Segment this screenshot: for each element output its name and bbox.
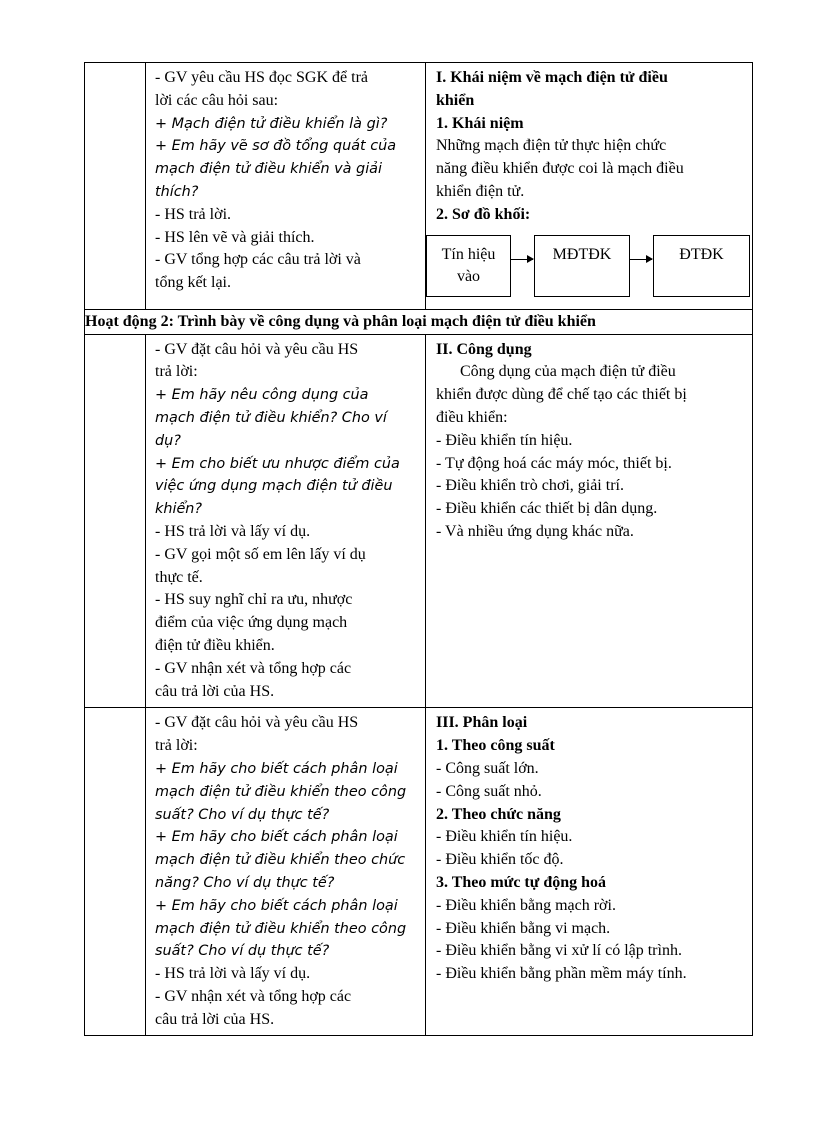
content-lines xyxy=(436,67,748,227)
text-line: + Em hãy cho biết cách phân loại xyxy=(155,897,398,914)
text-line: điều khiển: xyxy=(436,408,508,426)
text-line: việc ứng dụng mạch điện tử điều xyxy=(155,478,393,495)
text-line: mạch điện tử điều khiển? Cho ví xyxy=(155,409,387,426)
text-line: - Công suất nhỏ. xyxy=(436,782,542,800)
content-cell xyxy=(426,334,753,708)
text-line: 3. Theo mức tự động hoá xyxy=(436,873,607,891)
text-line: 2. Theo chức năng xyxy=(436,805,561,823)
text-line: - Và nhiều ứng dụng khác nữa. xyxy=(436,522,634,540)
empty-cell xyxy=(85,63,146,310)
text-line: + Mạch điện tử điều khiển là gì? xyxy=(155,115,388,132)
text-line: - Điều khiển bằng vi mạch. xyxy=(436,919,611,937)
text-line: - Tự động hoá các máy móc, thiết bị. xyxy=(436,454,672,472)
text-line: điện tử điều khiển. xyxy=(155,636,275,654)
text-line: mạch điện tử điều khiển theo chức xyxy=(155,852,406,869)
text-line: - GV tổng hợp các câu trả lời và xyxy=(155,251,361,269)
text-line: tổng kết lại. xyxy=(155,274,231,292)
teacher-activity-cell xyxy=(146,63,426,310)
lesson-table xyxy=(84,62,753,1036)
block-diagram xyxy=(426,235,748,305)
text-line: II. Công dụng xyxy=(436,340,532,358)
text-line: - HS trả lời. xyxy=(155,205,232,223)
text-line: + Em hãy nêu công dụng của xyxy=(155,387,369,404)
diagram-block-input-line2: vào xyxy=(456,267,481,285)
text-line: khiển xyxy=(436,91,475,109)
diagram-block-dtdk-label: ĐTĐK xyxy=(679,245,724,263)
text-line: + Em hãy cho biết cách phân loại xyxy=(155,760,398,777)
teacher-activity-cell xyxy=(146,708,426,1036)
text-line: + Em hãy vẽ sơ đồ tổng quát của xyxy=(155,138,397,155)
text-line: I. Khái niệm về mạch điện tử điều xyxy=(436,69,668,86)
empty-cell xyxy=(85,334,146,708)
text-line: III. Phân loại xyxy=(436,714,528,732)
table-row xyxy=(85,63,753,310)
diagram-arrow xyxy=(511,259,533,260)
table-row xyxy=(85,334,753,708)
text-line: - Điều khiển tín hiệu. xyxy=(436,431,573,449)
text-line: - GV đặt câu hỏi và yêu cầu HS xyxy=(155,714,359,732)
text-line: - Điều khiển tín hiệu. xyxy=(436,828,573,846)
text-line: - HS trả lời và lấy ví dụ. xyxy=(155,522,311,540)
text-line: lời các câu hỏi sau: xyxy=(155,91,279,109)
text-line: thực tế. xyxy=(155,568,203,586)
text-line: - GV đặt câu hỏi và yêu cầu HS xyxy=(155,340,359,358)
text-line: điểm của việc ứng dụng mạch xyxy=(155,614,348,632)
text-line: - GV yêu cầu HS đọc SGK để trả xyxy=(155,69,368,86)
content-cell xyxy=(426,708,753,1036)
text-line: 1. Khái niệm xyxy=(436,114,524,132)
text-line: - HS suy nghĩ chỉ ra ưu, nhược xyxy=(155,591,353,609)
text-line: khiển? xyxy=(155,501,203,518)
diagram-block-input-line1: Tín hiệu xyxy=(441,245,496,263)
text-line: - Điều khiển các thiết bị dân dụng. xyxy=(436,500,658,518)
text-line: 2. Sơ đồ khối: xyxy=(436,205,531,223)
text-line: - HS trả lời và lấy ví dụ. xyxy=(155,965,311,983)
text-line: năng điều khiển được coi là mạch điều xyxy=(436,160,684,178)
text-line: dụ? xyxy=(155,432,181,449)
text-line: trả lời: xyxy=(155,737,198,755)
text-line: Công dụng của mạch điện tử điều xyxy=(460,363,676,381)
diagram-block-input xyxy=(426,235,511,297)
text-line: 1. Theo công suất xyxy=(436,737,555,755)
text-line: - Điều khiển bằng mạch rời. xyxy=(436,896,616,914)
table-row xyxy=(85,708,753,1036)
text-line: khiển điện tử. xyxy=(436,182,525,200)
text-line: suất? Cho ví dụ thực tế? xyxy=(155,943,330,960)
text-line: thích? xyxy=(155,183,199,200)
activity-2-header: Hoạt động 2: Trình bày về công dụng và phân loại mạch điện tử điều khiển xyxy=(85,309,753,334)
text-line: Những mạch điện tử thực hiện chức xyxy=(436,137,667,155)
empty-cell xyxy=(85,708,146,1036)
text-line: - HS lên vẽ và giải thích. xyxy=(155,228,315,246)
text-line: - Điều khiển trò chơi, giải trí. xyxy=(436,477,624,495)
text-line: suất? Cho ví dụ thực tế? xyxy=(155,806,330,823)
text-line: - GV gọi một số em lên lấy ví dụ xyxy=(155,545,366,563)
text-line: - Điều khiển bằng vi xử lí có lập trình. xyxy=(436,942,682,960)
text-line: + Em cho biết ưu nhược điểm của xyxy=(155,455,400,472)
text-line: mạch điện tử điều khiển và giải xyxy=(155,161,383,178)
text-line: - GV nhận xét và tổng hợp các xyxy=(155,987,352,1005)
diagram-block-mdtdk-label: MĐTĐK xyxy=(552,245,612,263)
text-line: - Điều khiển bằng phần mềm máy tính. xyxy=(436,965,687,983)
text-line: - Công suất lớn. xyxy=(436,759,539,777)
text-line: mạch điện tử điều khiển theo công xyxy=(155,783,407,800)
content-cell xyxy=(426,63,753,310)
text-line: trả lời: xyxy=(155,363,198,381)
text-line: + Em hãy cho biết cách phân loại xyxy=(155,829,398,846)
text-line: - Điều khiển tốc độ. xyxy=(436,851,564,869)
text-line: mạch điện tử điều khiển theo công xyxy=(155,920,407,937)
diagram-block-dtdk xyxy=(653,235,750,297)
text-line: câu trả lời của HS. xyxy=(155,1010,275,1028)
teacher-activity-cell xyxy=(146,334,426,708)
diagram-arrow xyxy=(630,259,652,260)
activity-header-row xyxy=(85,309,753,334)
diagram-block-mdtdk xyxy=(534,235,630,297)
text-line: câu trả lời của HS. xyxy=(155,682,275,700)
text-line: năng? Cho ví dụ thực tế? xyxy=(155,874,335,891)
text-line: - GV nhận xét và tổng hợp các xyxy=(155,659,352,677)
text-line: khiển được dùng để chế tạo các thiết bị xyxy=(436,386,687,404)
